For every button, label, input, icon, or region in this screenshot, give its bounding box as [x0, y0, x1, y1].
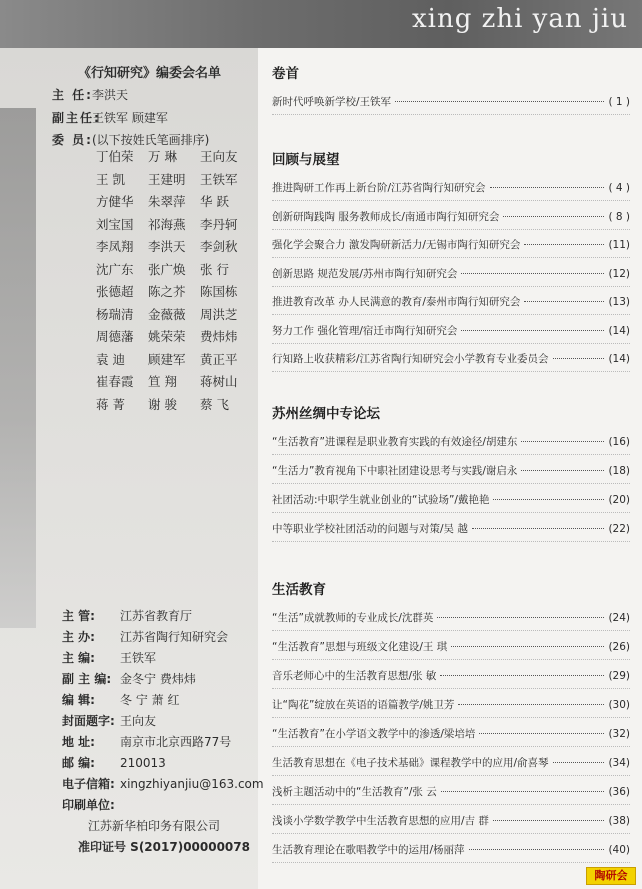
toc-entry-title: 行知路上收获精彩/江苏省陶行知研究会小学教育专业委员会 — [272, 353, 549, 365]
pub-address — [62, 733, 231, 750]
dot-leader — [437, 617, 604, 618]
dot-leader — [490, 187, 605, 188]
committee-member: 李丹轲 — [200, 216, 238, 232]
committee-member: 金薇薇 — [148, 306, 186, 322]
dot-leader — [553, 358, 605, 359]
printer-label: 印刷单位: — [62, 798, 115, 812]
toc-entry-title: “生活力”教育视角下中职社团建设思考与实践/谢启永 — [272, 465, 518, 477]
committee-vice — [52, 109, 168, 126]
toc-entry[interactable] — [272, 697, 630, 713]
host-value: 江苏省陶行知研究会 — [120, 630, 229, 644]
toc-divider — [272, 512, 630, 513]
pub-assoc-editor — [62, 670, 196, 687]
toc-divider — [272, 114, 630, 115]
toc-entry-title: “生活教育”在小学语文教学中的渗透/梁培培 — [272, 728, 476, 740]
committee-member: 蒋 菁 — [96, 396, 125, 412]
pub-zip — [62, 754, 166, 771]
committee-member: 杨瑞清 — [96, 306, 134, 322]
committee-member: 方健华 — [96, 194, 134, 209]
committee-member: 谢 骏 — [148, 396, 177, 412]
committee-member: 李洪天 — [148, 239, 186, 254]
edit-label: 编 辑: — [62, 693, 95, 707]
toc-entry-page: (32) — [608, 728, 630, 740]
toc-divider — [272, 541, 630, 542]
assoc-label: 副 主 编: — [62, 672, 112, 686]
dot-leader — [441, 791, 605, 792]
top-banner — [0, 0, 642, 48]
toc-divider — [272, 688, 630, 689]
toc-entry[interactable] — [272, 784, 630, 800]
committee-member: 王 凯 — [96, 171, 125, 187]
committee-member: 万 琳 — [148, 149, 177, 164]
members-grid — [96, 148, 256, 414]
toc-entry-page: ( 4 ) — [608, 182, 630, 194]
toc-entry[interactable] — [272, 668, 630, 684]
toc-entry-title: 生活教育理论在歌唱教学中的运用/杨丽萍 — [272, 844, 465, 856]
address-value: 南京市北京西路77号 — [120, 735, 232, 749]
zip-label: 邮 编: — [62, 756, 95, 770]
toc-entry[interactable] — [272, 351, 630, 367]
dot-leader — [472, 528, 605, 529]
toc-entry[interactable] — [272, 610, 630, 626]
toc-divider — [272, 804, 630, 805]
dot-leader — [524, 244, 604, 245]
toc-entry-title: 生活教育思想在《电子技术基础》课程教学中的应用/俞喜琴 — [272, 757, 549, 769]
toc-entry-title: 创新思路 规范发展/苏州市陶行知研究会 — [272, 267, 458, 280]
toc-entry-page: (40) — [608, 844, 630, 856]
toc-entry-page: ( 1 ) — [608, 96, 630, 108]
toc-divider — [272, 229, 630, 230]
email-label: 电子信箱: — [62, 777, 115, 791]
toc-entry-title: 让“陶花”绽放在英语的语篇教学/姚卫芳 — [272, 699, 455, 711]
committee-member: 姚荣荣 — [148, 329, 186, 344]
committee-member: 笪 翔 — [148, 374, 177, 389]
toc-divider — [272, 286, 630, 287]
toc-divider — [272, 717, 630, 718]
toc-entry[interactable] — [272, 521, 630, 537]
permit-number: 准印证号 S(2017)00000078 — [78, 840, 250, 854]
committee-member: 顾建军 — [148, 351, 186, 367]
committee-members-header — [52, 131, 209, 148]
committee-member: 王铁军 — [200, 171, 238, 187]
committee-member: 费炜炜 — [200, 329, 238, 344]
dot-leader — [458, 704, 604, 705]
cover-label: 封面题字: — [62, 714, 115, 728]
toc-entry-page: (22) — [608, 523, 630, 535]
toc-entry-page: ( 8 ) — [608, 210, 630, 223]
toc-divider — [272, 833, 630, 834]
pub-cover — [62, 712, 156, 729]
committee-member: 张广焕 — [148, 261, 186, 277]
committee-member: 周洪芝 — [200, 306, 238, 322]
toc-entry-page: (24) — [608, 612, 630, 624]
toc-entry-page: (26) — [608, 641, 630, 653]
dot-leader — [493, 820, 605, 821]
director-name: 李洪天 — [92, 88, 129, 102]
toc-entry-page: (20) — [608, 494, 630, 506]
toc-entry[interactable] — [272, 813, 630, 829]
dot-leader — [479, 733, 604, 734]
toc-entry[interactable] — [272, 323, 630, 339]
committee-member: 王建明 — [148, 171, 186, 187]
toc-divider — [272, 200, 630, 201]
toc-entry-title: 中等职业学校社团活动的问题与对策/吴 越 — [272, 523, 468, 535]
committee-member: 蔡 飞 — [200, 396, 229, 412]
dot-leader — [469, 849, 605, 850]
toc-entry[interactable] — [272, 294, 630, 310]
cover-value: 王向友 — [120, 714, 157, 728]
committee-member: 张德超 — [96, 284, 134, 299]
editor-value: 王铁军 — [120, 651, 157, 665]
committee-member: 李凤翔 — [96, 239, 134, 254]
dot-leader — [461, 330, 604, 331]
toc-section-title: 回顾与展望 — [272, 152, 340, 168]
toc-entry-page: (13) — [608, 296, 630, 308]
toc-entry-title: 社团活动:中职学生就业创业的“试验场”/戴艳艳 — [272, 494, 490, 506]
toc-divider — [272, 659, 630, 660]
brand-pinyin: xing zhi yan jiu — [412, 4, 628, 34]
printer-value: 江苏新华柏印务有限公司 — [88, 819, 221, 833]
committee-member: 祁海燕 — [148, 216, 186, 232]
toc-entry[interactable] — [272, 266, 630, 282]
members-note: (以下按姓氏笔画排序) — [92, 133, 210, 147]
toc-entry-page: (14) — [608, 324, 630, 337]
toc-entry-title: 新时代呼唤新学校/王铁军 — [272, 96, 392, 108]
toc-entry[interactable] — [272, 237, 630, 253]
committee-member: 黄正平 — [200, 351, 238, 367]
toc-entry[interactable] — [272, 492, 630, 508]
toc-entry-title: “生活教育”思想与班级文化建设/王 琪 — [272, 641, 448, 653]
committee-member: 王向友 — [200, 149, 238, 164]
edit-value: 冬 宁 萧 红 — [120, 693, 180, 707]
committee-director — [52, 86, 128, 103]
toc-entry[interactable] — [272, 94, 630, 110]
toc-entry-page: (29) — [608, 670, 630, 682]
toc-divider — [272, 454, 630, 455]
toc-entry-page: (14) — [608, 353, 630, 365]
toc-divider — [272, 862, 630, 863]
director-label: 主 任: — [52, 88, 93, 102]
toc-divider — [272, 257, 630, 258]
toc-entry[interactable] — [272, 209, 630, 225]
committee-member: 李剑秋 — [200, 239, 238, 254]
committee-member: 蒋树山 — [200, 374, 238, 389]
stamp-badge: 陶研会 — [586, 867, 636, 885]
committee-member: 朱翠萍 — [148, 194, 186, 209]
dot-leader — [451, 646, 604, 647]
dot-leader — [395, 101, 604, 102]
toc-entry[interactable] — [272, 463, 630, 479]
toc-entry[interactable] — [272, 180, 630, 196]
committee-member: 刘宝国 — [96, 216, 134, 232]
toc-entry[interactable] — [272, 434, 630, 450]
dot-leader — [521, 470, 604, 471]
vice-names: 王铁军 顾建军 — [92, 111, 168, 125]
members-label: 委 员: — [52, 133, 93, 147]
committee-member: 陈国栋 — [200, 284, 238, 299]
editor-label: 主 编: — [62, 651, 95, 665]
pub-printer-label-row — [62, 796, 120, 813]
committee-member: 周德藩 — [96, 329, 134, 344]
committee-member: 袁 迪 — [96, 351, 125, 367]
toc-entry-title: 创新研陶践陶 服务教师成长/南通市陶行知研究会 — [272, 210, 500, 223]
pub-editor — [62, 649, 156, 666]
toc-entry[interactable] — [272, 842, 630, 858]
host-label: 主 办: — [62, 630, 95, 644]
toc-entry-page: (36) — [608, 786, 630, 798]
committee-member: 崔春霞 — [96, 374, 134, 389]
dot-leader — [493, 499, 604, 500]
toc-entry-title: 音乐老师心中的生活教育思想/张 敏 — [272, 670, 437, 682]
dot-leader — [553, 762, 605, 763]
toc-entry-title: 推进陶研工作再上新台阶/江苏省陶行知研究会 — [272, 182, 486, 194]
toc-section-title: 苏州丝绸中专论坛 — [272, 406, 380, 422]
toc-divider — [272, 343, 630, 344]
committee-title: 《行知研究》编委会名单 — [78, 66, 222, 81]
vice-label: 副主任: — [52, 111, 101, 125]
toc-entry-page: (30) — [608, 699, 630, 711]
toc-entry-title: 浅谈小学数学教学中生活教育思想的应用/吉 群 — [272, 815, 489, 827]
pub-host — [62, 628, 228, 645]
toc-entry-title: 强化学会聚合力 激发陶研新活力/无锡市陶行知研究会 — [272, 239, 521, 251]
address-label: 地 址: — [62, 735, 95, 749]
pub-email — [62, 775, 264, 792]
sponsor-value: 江苏省教育厅 — [120, 609, 193, 623]
toc-divider — [272, 775, 630, 776]
toc-section-title: 卷首 — [272, 66, 299, 82]
toc-entry-page: (18) — [608, 465, 630, 477]
assoc-value: 金冬宁 费炜炜 — [120, 672, 196, 686]
toc-entry[interactable] — [272, 639, 630, 655]
toc-entry-page: (38) — [608, 815, 630, 827]
toc-entry[interactable] — [272, 726, 630, 742]
committee-member: 陈之芥 — [148, 284, 186, 299]
toc-divider — [272, 371, 630, 372]
committee-member: 华 跃 — [200, 194, 229, 209]
pub-editing — [62, 691, 179, 708]
pub-sponsor — [62, 607, 192, 624]
toc-entry-title: 推进教育改革 办人民满意的教育/泰州市陶行知研究会 — [272, 296, 521, 308]
committee-member: 张 行 — [200, 261, 229, 277]
toc-divider — [272, 746, 630, 747]
toc-entry-page: (12) — [608, 267, 630, 280]
committee-member: 丁伯荣 — [96, 149, 134, 164]
committee-member: 沈广东 — [96, 261, 134, 277]
toc-entry-page: (11) — [608, 239, 630, 251]
toc-entry-title: “生活教育”进课程是职业教育实践的有效途径/胡建东 — [272, 436, 518, 448]
toc-divider — [272, 630, 630, 631]
dot-leader — [503, 216, 604, 217]
toc-section-title: 生活教育 — [272, 582, 326, 598]
toc-entry-title: “生活”成就教师的专业成长/沈群英 — [272, 612, 434, 624]
toc-entry[interactable] — [272, 755, 630, 771]
toc-entry-page: (34) — [608, 757, 630, 769]
toc-divider — [272, 314, 630, 315]
dot-leader — [524, 301, 604, 302]
zip-value: 210013 — [120, 756, 166, 770]
dot-leader — [440, 675, 604, 676]
toc-entry-title: 浅析主题活动中的“生活教育”/张 云 — [272, 786, 437, 798]
toc-entry-title: 努力工作 强化管理/宿迁市陶行知研究会 — [272, 324, 458, 337]
toc-entry-page: (16) — [608, 436, 630, 448]
dot-leader — [521, 441, 604, 442]
toc-divider — [272, 483, 630, 484]
dot-leader — [461, 273, 604, 274]
sponsor-label: 主 管: — [62, 609, 95, 623]
email-value: xingzhiyanjiu@163.com — [120, 777, 264, 791]
